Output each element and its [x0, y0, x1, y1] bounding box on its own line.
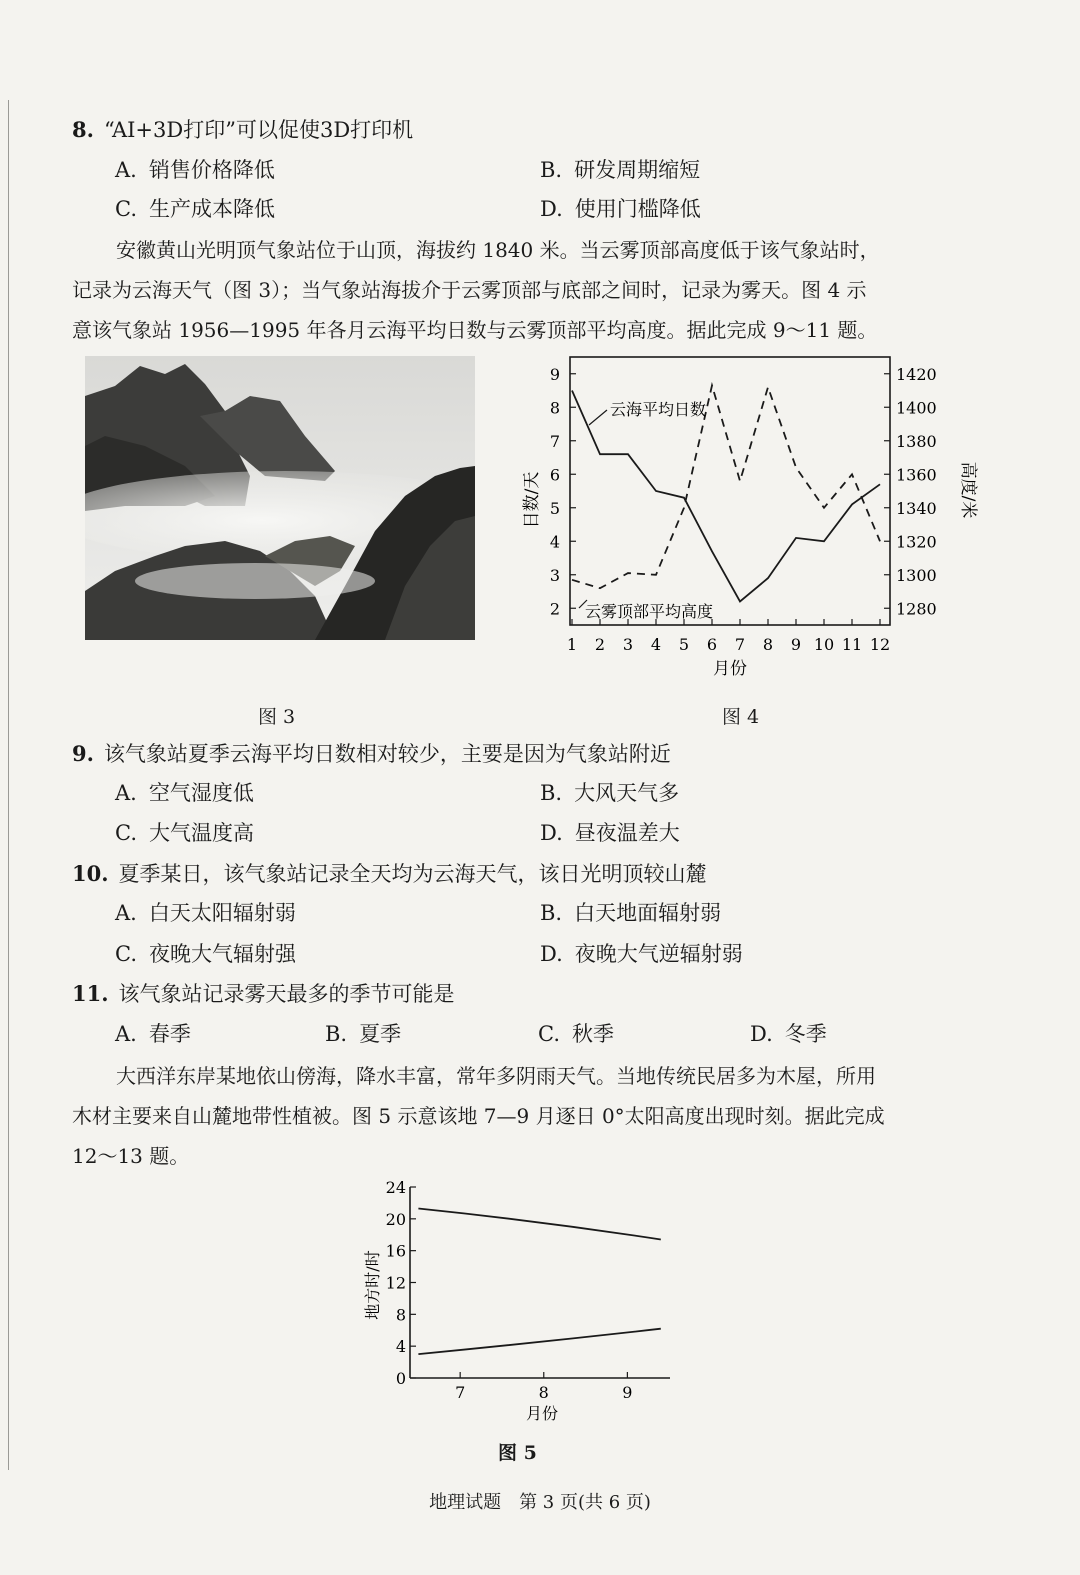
- x-axis-label: 月份: [713, 659, 747, 679]
- option-letter: C.: [115, 821, 137, 845]
- q9-option-d: [540, 819, 680, 847]
- option-text: 昼夜温差大: [574, 821, 680, 845]
- series-line-1: [418, 1209, 660, 1240]
- y-tick-label: 0: [395, 1369, 406, 1388]
- material-line: 木材主要来自山麓地带性植被。图 5 示意该地 7—9 月逐日 0°太阳高度出现时刻。据此完成: [72, 1104, 885, 1128]
- option-letter: B.: [540, 901, 563, 925]
- x-tick-label: 5: [678, 635, 690, 654]
- question-10: [72, 860, 707, 888]
- y-tick-label: 24: [385, 1178, 406, 1197]
- annotation-height: 云雾顶部平均高度: [585, 602, 714, 621]
- q11-option-b: [325, 1020, 401, 1048]
- question-8: [72, 116, 413, 144]
- option-letter: D.: [750, 1022, 773, 1046]
- option-text: 空气湿度低: [148, 781, 254, 805]
- option-letter: A.: [115, 781, 137, 805]
- q10-option-b: [540, 899, 721, 927]
- figure-5-chart: [360, 1175, 680, 1430]
- y-tick-label: 8: [549, 398, 560, 418]
- y-tick-label: 3: [549, 565, 560, 585]
- q11-option-c: [538, 1020, 614, 1048]
- y-tick-label: 1340: [896, 498, 937, 518]
- option-letter: B.: [540, 158, 563, 182]
- figure-4-caption: 图 4: [722, 706, 760, 728]
- y-tick-label: 16: [385, 1241, 406, 1261]
- q11-option-d: [750, 1020, 827, 1048]
- x-axis-ticks: [455, 1372, 632, 1402]
- material-line: 意该气象站 1956—1995 年各月云海平均日数与云雾顶部平均高度。据此完成 9～11 题。: [72, 318, 878, 342]
- figure-3-photo: [85, 356, 475, 640]
- option-letter: D.: [540, 821, 563, 845]
- option-text: 冬季: [784, 1022, 827, 1046]
- y-tick-label: 1380: [896, 431, 937, 451]
- q9-option-a: [115, 779, 254, 807]
- q9-option-b: [540, 779, 679, 807]
- q10-option-a: [115, 899, 296, 927]
- q11-option-a: [115, 1020, 191, 1048]
- option-text: 白天地面辐射弱: [574, 901, 722, 925]
- q10-option-c: [115, 940, 296, 968]
- x-axis-label: 月份: [525, 1404, 559, 1423]
- page-footer: 地理试题 第 3 页(共 6 页): [429, 1492, 651, 1513]
- material-line: 大西洋东岸某地依山傍海，降水丰富，常年多阴雨天气。当地传统民居多为木屋，所用: [116, 1064, 876, 1088]
- option-letter: C.: [538, 1022, 560, 1046]
- x-tick-label: 4: [650, 635, 662, 654]
- option-text: 夏季: [359, 1022, 402, 1046]
- annotation-days: 云海平均日数: [610, 400, 707, 419]
- option-text: 秋季: [572, 1022, 614, 1046]
- q8-option-d: [540, 195, 701, 223]
- x-tick-label: 1: [566, 635, 578, 654]
- x-tick-label: 11: [841, 635, 863, 654]
- option-text: 白天太阳辐射弱: [148, 901, 296, 925]
- question-9: [72, 740, 671, 768]
- annotation-leader: [589, 410, 607, 425]
- option-text: 夜晚大气逆辐射弱: [574, 942, 743, 966]
- q8-option-b: [540, 156, 700, 184]
- q9-option-c: [115, 819, 254, 847]
- left-axis-label: 日数/天: [522, 471, 542, 529]
- option-text: 大气温度高: [149, 821, 254, 845]
- y-tick-label: 12: [385, 1273, 406, 1293]
- option-letter: D.: [540, 197, 563, 221]
- option-text: 夜晚大气辐射强: [149, 942, 296, 966]
- q8-option-c: [115, 195, 275, 223]
- q8-option-a: [115, 156, 275, 184]
- question-stem: “AI+3D打印”可以促使3D打印机: [103, 118, 414, 142]
- y-tick-label: 1360: [896, 465, 937, 485]
- material-paragraph-2: [72, 1056, 982, 1176]
- material-paragraph-1: [72, 230, 982, 350]
- y-tick-label: 5: [549, 498, 560, 518]
- y-tick-label: 7: [549, 431, 560, 451]
- material-line: 安徽黄山光明顶气象站位于山顶，海拔约 1840 米。当云雾顶部高度低于该气象站时，: [116, 238, 880, 262]
- option-text: 春季: [148, 1022, 191, 1046]
- question-stem: 该气象站夏季云海平均日数相对较少，主要是因为气象站附近: [103, 742, 671, 766]
- figure-5-caption: 图 5: [498, 1442, 537, 1464]
- x-tick-label: 3: [622, 635, 634, 654]
- x-tick-label: 2: [594, 635, 606, 654]
- option-text: 使用门槛降低: [574, 197, 701, 221]
- y-tick-label: 20: [385, 1209, 406, 1229]
- y-tick-label: 2: [549, 599, 560, 619]
- question-11: [72, 980, 455, 1008]
- option-letter: B.: [540, 781, 563, 805]
- question-number: 9.: [72, 741, 94, 766]
- x-tick-label: 8: [538, 1383, 549, 1402]
- y-tick-label: 8: [395, 1305, 406, 1325]
- option-text: 大风天气多: [574, 781, 680, 805]
- x-tick-label: 9: [790, 635, 802, 654]
- option-letter: A.: [115, 158, 137, 182]
- figure-3-caption: 图 3: [258, 706, 296, 728]
- question-number: 10.: [72, 861, 109, 886]
- y-tick-label: 1280: [896, 599, 937, 619]
- question-stem: 夏季某日，该气象站记录全天均为云海天气，该日光明顶较山麓: [118, 862, 707, 886]
- q10-option-d: [540, 940, 743, 968]
- x-tick-label: 6: [706, 635, 718, 654]
- y-tick-label: 1320: [896, 532, 937, 552]
- x-tick-label: 9: [622, 1383, 633, 1402]
- y-tick-label: 4: [549, 532, 560, 552]
- series-line-2: [418, 1329, 660, 1354]
- x-tick-label: 7: [455, 1383, 466, 1402]
- option-letter: C.: [115, 942, 137, 966]
- chart-series: [418, 1209, 660, 1355]
- option-letter: A.: [115, 901, 137, 925]
- right-axis-label: 高度/米: [958, 461, 978, 519]
- option-letter: A.: [115, 1022, 137, 1046]
- y-tick-label: 4: [395, 1337, 406, 1357]
- y-tick-label: 6: [549, 465, 560, 485]
- y-axis-ticks: [386, 1178, 416, 1388]
- x-tick-label: 12: [869, 635, 891, 654]
- option-letter: B.: [325, 1022, 348, 1046]
- option-text: 销售价格降低: [148, 158, 275, 182]
- option-letter: C.: [115, 197, 137, 221]
- option-text: 研发周期缩短: [574, 158, 701, 182]
- y-tick-label: 1400: [896, 398, 937, 418]
- x-tick-label: 10: [813, 635, 835, 654]
- y-tick-label: 9: [549, 364, 560, 384]
- y-axis-label: 地方时/时: [363, 1250, 382, 1320]
- material-line: 12～13 题。: [72, 1144, 190, 1168]
- y-tick-label: 1300: [896, 565, 937, 585]
- right-axis-ticks: [884, 365, 937, 619]
- page-edge-line: [8, 100, 9, 1470]
- figure-4-chart: [515, 350, 985, 685]
- y-tick-label: 1420: [896, 364, 937, 384]
- question-stem: 该气象站记录雾天最多的季节可能是: [118, 982, 455, 1006]
- option-text: 生产成本降低: [149, 197, 275, 221]
- x-tick-label: 8: [762, 635, 774, 654]
- question-number: 11.: [72, 981, 109, 1006]
- material-line: 记录为云海天气（图 3）；当气象站海拔介于云雾顶部与底部之间时，记录为雾天。图 4 示: [72, 278, 867, 302]
- x-tick-label: 7: [734, 635, 746, 654]
- option-letter: D.: [540, 942, 563, 966]
- question-number: 8.: [72, 117, 94, 142]
